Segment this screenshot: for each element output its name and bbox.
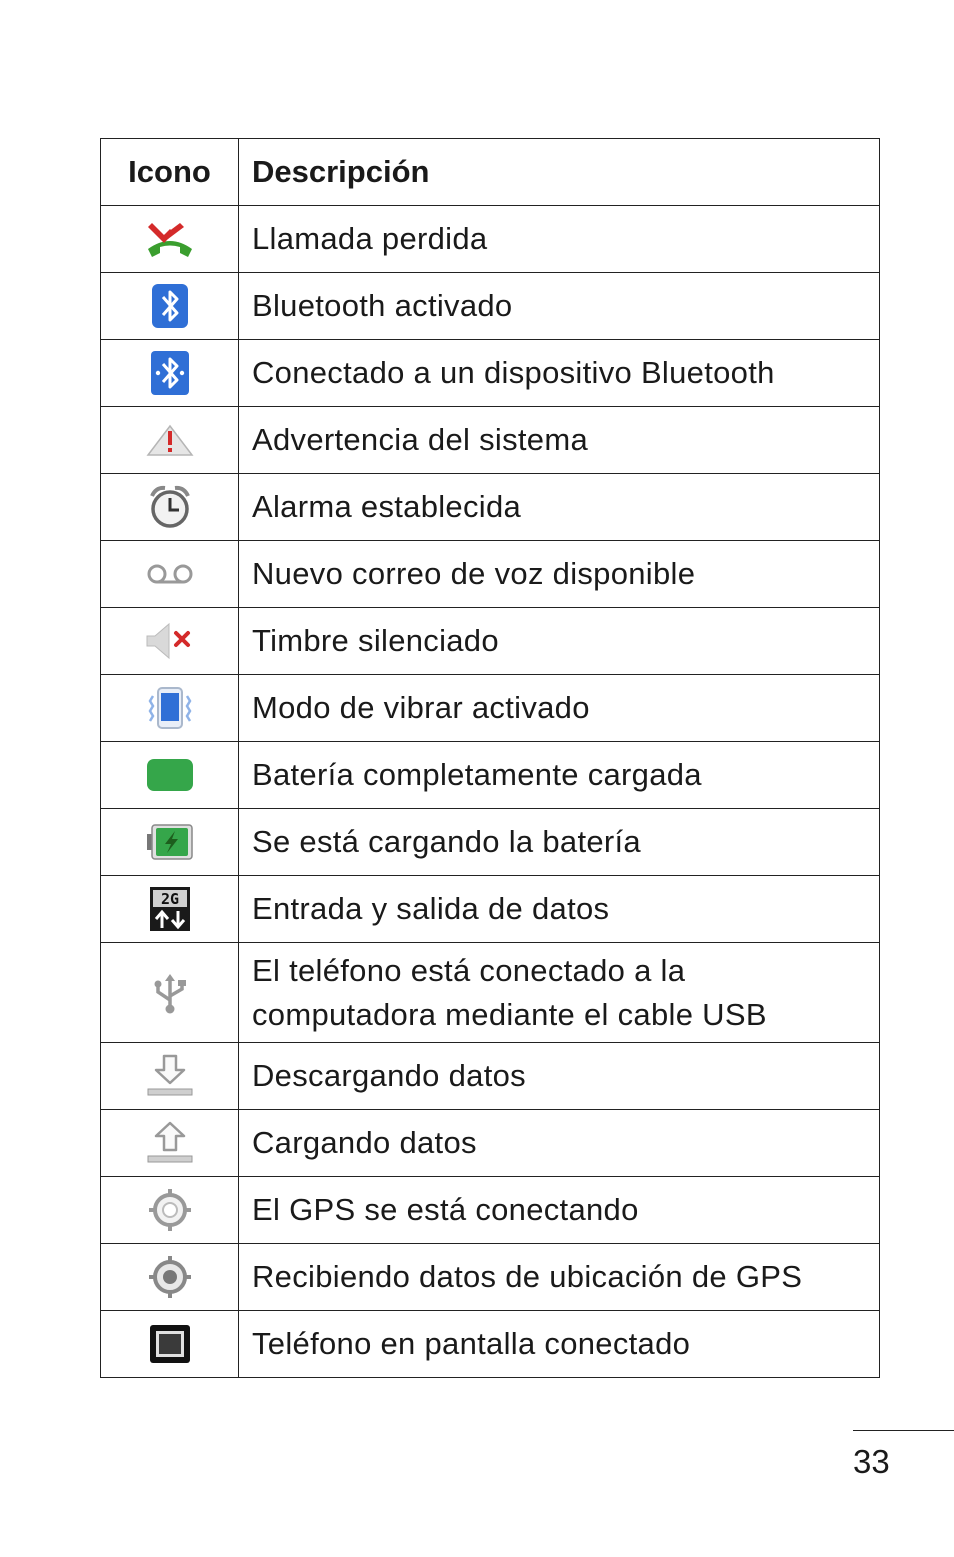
table-row <box>101 340 880 407</box>
icon-cell <box>101 541 239 608</box>
icon-description <box>239 943 880 1043</box>
alarm-clock-icon <box>147 484 193 530</box>
icon-cell <box>101 474 239 541</box>
table-row <box>101 1043 880 1110</box>
voicemail-icon <box>144 562 196 586</box>
icon-cell <box>101 943 239 1043</box>
icon-cell <box>101 407 239 474</box>
icon-cell <box>101 742 239 809</box>
battery-full-icon <box>146 757 194 793</box>
table-row <box>101 1110 880 1177</box>
table-row <box>101 541 880 608</box>
icon-description: Nuevo correo de voz disponible <box>239 541 880 608</box>
table-header-row <box>101 139 880 206</box>
table-row <box>101 675 880 742</box>
page-number: 33 <box>853 1443 890 1480</box>
table-row <box>101 809 880 876</box>
icon-cell <box>101 675 239 742</box>
icon-cell <box>101 608 239 675</box>
icon-cell <box>101 1110 239 1177</box>
icon-cell <box>101 876 239 943</box>
bluetooth-on-icon <box>151 283 189 329</box>
icon-cell <box>101 206 239 273</box>
table-row <box>101 943 880 1043</box>
table-row <box>101 742 880 809</box>
system-warning-icon <box>145 422 195 458</box>
ringer-muted-icon <box>144 621 196 661</box>
icon-cell <box>101 1311 239 1378</box>
icon-description: Descargando datos <box>239 1043 880 1110</box>
data-2g-badge-text: 2G <box>160 890 179 908</box>
icon-description: Se está cargando la batería <box>239 809 880 876</box>
column-header-icon: Icono <box>101 139 239 206</box>
page-number-rule <box>853 1430 954 1431</box>
table-row <box>101 1177 880 1244</box>
icon-cell <box>101 273 239 340</box>
icon-description-line: computadora mediante el cable USB <box>252 996 767 1032</box>
icon-table <box>100 138 880 1378</box>
icon-description: Entrada y salida de datos <box>239 876 880 943</box>
icon-description: Alarma establecida <box>239 474 880 541</box>
table-row <box>101 273 880 340</box>
gps-receiving-icon <box>147 1254 193 1300</box>
icon-description: Advertencia del sistema <box>239 407 880 474</box>
icon-cell <box>101 1177 239 1244</box>
icon-description: Recibiendo datos de ubicación de GPS <box>239 1244 880 1311</box>
table-row <box>101 206 880 273</box>
battery-charging-icon <box>146 822 194 862</box>
table-row <box>101 608 880 675</box>
table-row <box>101 1244 880 1311</box>
icon-description: Timbre silenciado <box>239 608 880 675</box>
table-row <box>101 1311 880 1378</box>
icon-description: Bluetooth activado <box>239 273 880 340</box>
table-row <box>101 407 880 474</box>
icon-cell <box>101 1244 239 1311</box>
vibrate-mode-icon <box>146 684 194 732</box>
column-header-description: Descripción <box>239 139 880 206</box>
on-screen-phone-icon <box>149 1324 191 1364</box>
icon-description: Cargando datos <box>239 1110 880 1177</box>
icon-description: Modo de vibrar activado <box>239 675 880 742</box>
gps-connecting-icon <box>147 1187 193 1233</box>
bluetooth-connected-icon <box>150 350 190 396</box>
upload-icon <box>145 1120 195 1166</box>
usb-icon <box>150 971 190 1015</box>
icon-description: Llamada perdida <box>239 206 880 273</box>
download-icon <box>145 1053 195 1099</box>
icon-description: Conectado a un dispositivo Bluetooth <box>239 340 880 407</box>
data-2g-icon <box>150 887 190 931</box>
icon-cell <box>101 1043 239 1110</box>
missed-call-icon <box>144 219 196 259</box>
icon-cell <box>101 809 239 876</box>
icon-cell <box>101 340 239 407</box>
icon-description-line: El teléfono está conectado a la <box>252 952 686 988</box>
table-row <box>101 876 880 943</box>
icon-description: Teléfono en pantalla conectado <box>239 1311 880 1378</box>
icon-description: Batería completamente cargada <box>239 742 880 809</box>
icon-description: El GPS se está conectando <box>239 1177 880 1244</box>
table-row <box>101 474 880 541</box>
